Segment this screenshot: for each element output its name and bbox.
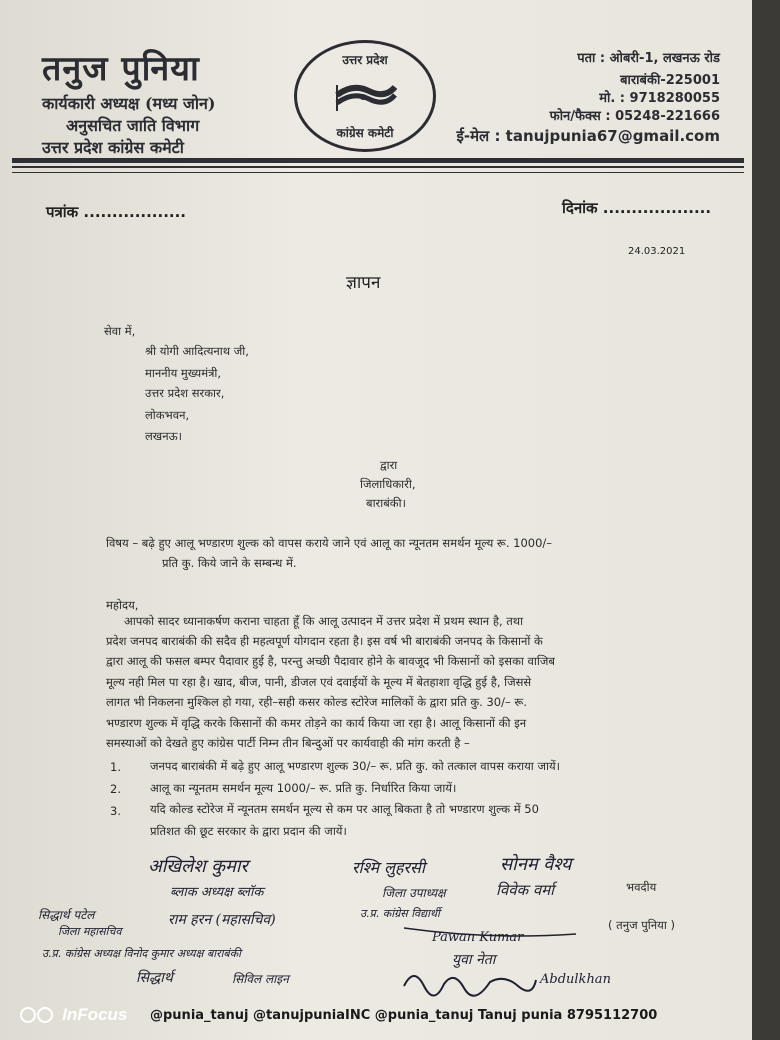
seva: सेवा में, xyxy=(104,324,136,338)
via-line: जिलाधिकारी, xyxy=(360,477,416,491)
point-text: यदि कोल्ड स्टोरेज में न्यूनतम समर्थन मूल्य से कम पर आलू बिकता है तो भण्डारण शुल्क में 50 xyxy=(150,802,539,816)
congress-logo xyxy=(294,40,436,152)
subject-line: प्रति कु. किये जाने के सम्बन्ध में. xyxy=(162,556,297,570)
point-number: 1. xyxy=(110,760,121,774)
social-footer: @punia_tanuj @tanujpuniaINC @punia_tanuj Tanuj punia 8795112700 xyxy=(150,1008,658,1023)
handwritten-signature: सिद्धार्थ xyxy=(136,970,173,986)
letterhead-rule xyxy=(12,166,744,168)
patrank: पत्रांक .................. xyxy=(46,203,186,221)
handwritten-signature: Pawan Kumar xyxy=(432,930,524,945)
point-text: जनपद बाराबंकी में बढ़े हुए आलू भण्डारण शुल्क 30/– रू. प्रति कु. को तत्काल वापस कराया जायें। xyxy=(150,759,560,773)
signature-underline xyxy=(400,920,580,944)
handwritten-signature: रश्मि लुहरसी xyxy=(352,858,425,877)
letter-title: ज्ञापन xyxy=(346,273,381,293)
addressee-line: उत्तर प्रदेश सरकार, xyxy=(145,386,225,400)
handwritten-signature: राम हरन (महासचिव) xyxy=(168,912,276,928)
handwritten-signature: युवा नेता xyxy=(452,952,496,968)
letterhead-organization: उत्तर प्रदेश कांग्रेस कमेटी xyxy=(42,138,184,157)
handwritten-signature: अखिलेश कुमार xyxy=(148,856,248,877)
addressee-line: लोकभवन, xyxy=(145,408,190,422)
address-line1: पता : ओबरी-1, लखनऊ रोड xyxy=(577,51,720,66)
logo-bottom-text: कांग्रेस कमेटी xyxy=(336,126,394,140)
handwritten-signature: उ.प्र. कांग्रेस अध्यक्ष विनोद कुमार अध्यक्ष बाराबंकी xyxy=(42,947,241,960)
point-text: प्रतिशत की छूट सरकार के द्वारा प्रदान की जायें। xyxy=(150,824,347,838)
signatory: ( तनुज पुनिया ) xyxy=(608,918,675,932)
addressee-line: श्री योगी आदित्यनाथ जी, xyxy=(145,344,249,358)
camera-watermark xyxy=(20,1004,127,1025)
phone-fax: फोन/फैक्स : 05248-221666 xyxy=(549,109,720,124)
email: ई-मेल : tanujpunia67@gmail.com xyxy=(456,127,720,145)
handwritten-signature: जिला महासचिव xyxy=(58,925,122,938)
handwritten-signature: सिविल लाइन xyxy=(232,972,289,986)
point-number: 3. xyxy=(110,804,121,818)
subject-line: विषय – बढ़े हुए आलू भण्डारण शुल्क को वापस कराये जाने एवं आलू का न्यूनतम समर्थन मूल्य रू. 1000/– xyxy=(106,536,553,550)
handwritten-signature: ब्लाक अध्यक्ष ब्लॉक xyxy=(170,885,264,900)
body-line: समस्याओं को देखते हुए कांग्रेस पार्टी निम्न तीन बिन्दुओं पर कार्यवाही की मांग करती है – xyxy=(106,736,470,750)
flag-icon xyxy=(333,77,397,113)
point-text: आलू का न्यूनतम समर्थन मूल्य 1000/– रू. प्रति कु. निर्धारित किया जायें। xyxy=(150,781,457,795)
mobile-number: मो. : 9718280055 xyxy=(599,91,720,106)
closing: भवदीय xyxy=(626,880,657,894)
watermark-circle-icon xyxy=(37,1007,53,1023)
handwritten-signature: जिला उपाध्यक्ष xyxy=(382,886,446,900)
addressee-line: माननीय मुख्यमंत्री, xyxy=(145,366,222,380)
handwritten-signature: सिद्धार्थ पटेल xyxy=(38,908,95,922)
addressee-line: लखनऊ। xyxy=(145,429,182,443)
signature-scribble xyxy=(400,960,540,1000)
dinank: दिनांक ................... xyxy=(562,199,712,217)
handwritten-signature: विवेक वर्मा xyxy=(496,881,555,899)
handwritten-signature: Abdulkhan xyxy=(540,972,611,987)
via-line: द्वारा xyxy=(380,458,398,472)
letterhead-designation: कार्यकारी अध्यक्ष (मध्य जोन) xyxy=(42,94,216,113)
letterhead-department: अनुसचित जाति विभाग xyxy=(66,116,200,135)
via-line: बाराबंकी। xyxy=(366,496,406,510)
letterhead-rule xyxy=(12,172,744,173)
point-number: 2. xyxy=(110,782,121,796)
body-line: भण्डारण शुल्क में वृद्धि करके किसानों की कमर तोड़ने का कार्य किया जा रहा है। आलू किसानों की इन xyxy=(106,716,527,730)
body-line: लागत भी निकलना मुश्किल हो गया, रही–सही कसर कोल्ड स्टोरेज मालिकों के द्वारा प्रति कु. 30/– रू. xyxy=(106,695,527,709)
body-line: द्वारा आलू की फसल बम्पर पैदावार हुई है, परन्तु अच्छी पैदावार होने के बावजूद भी किसानों को इसका वाजिब xyxy=(106,654,555,668)
watermark-circle-icon xyxy=(20,1007,36,1023)
logo-top-text: उत्तर प्रदेश xyxy=(342,53,388,67)
letterhead-name: तनुज पुनिया xyxy=(42,49,200,89)
handwritten-signature: सोनम वैश्य xyxy=(500,854,572,875)
body-line: मूल्य नही मिल पा रहा है। खाद, बीज, पानी, डीजल एवं दवाईयों के मूल्य में बेतहाशा वृद्धि हुई है, जिससे xyxy=(106,675,532,689)
watermark-text: InFocus xyxy=(62,1004,128,1024)
letterhead-rule xyxy=(12,158,744,163)
salutation: महोदय, xyxy=(106,598,139,612)
body-line: आपको सादर ध्यानाकर्षण कराना चाहता हूँ कि आलू उत्पादन में उत्तर प्रदेश में प्रथम स्थान है, तथा xyxy=(124,614,524,628)
handwritten-signature: उ.प्र. कांग्रेस विद्यार्थी xyxy=(360,907,440,920)
body-line: प्रदेश जनपद बाराबंकी की सदैव ही महत्वपूर्ण योगदान रहता है। इस वर्ष भी बाराबंकी जनपद के किसानों के xyxy=(106,634,543,648)
letter-date: 24.03.2021 xyxy=(628,246,686,257)
address-line2: बाराबंकी-225001 xyxy=(620,73,720,88)
